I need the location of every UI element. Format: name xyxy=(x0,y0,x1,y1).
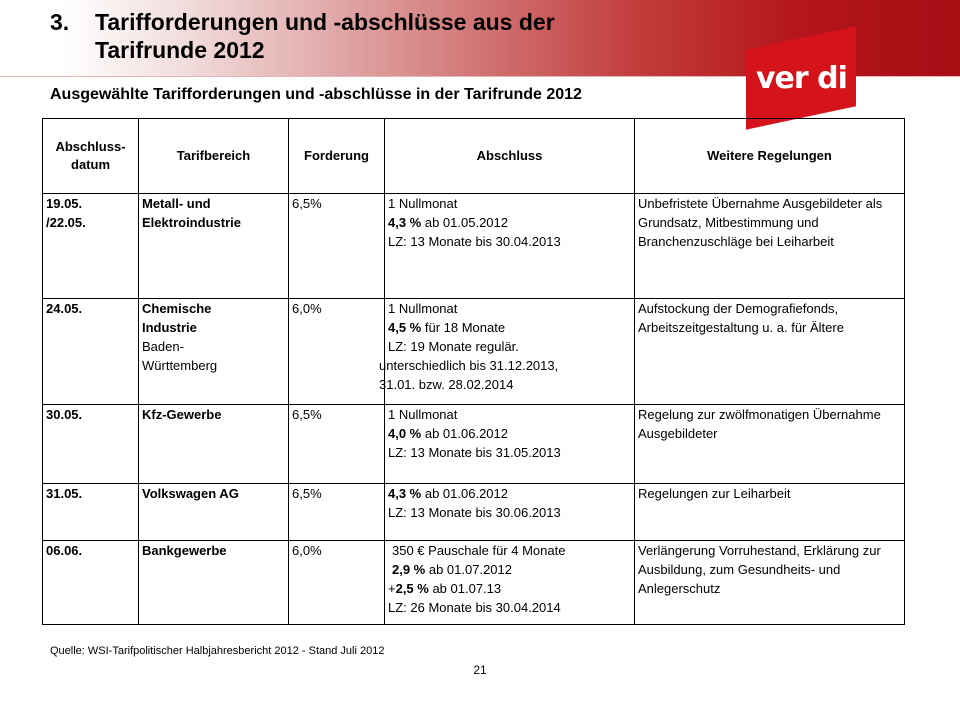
date-line: 30.05. xyxy=(46,407,83,422)
table-row xyxy=(43,299,905,405)
abschluss-line: LZ: 13 Monate bis 31.05.2013 xyxy=(388,445,561,460)
abschluss-line xyxy=(388,424,631,443)
bereich-line: Württemberg xyxy=(142,358,218,373)
table-header-row xyxy=(43,119,905,194)
cell-forderung: 6,5% xyxy=(289,194,385,299)
cell-weitere-regelungen: Unbefristete Übernahme Ausgebildeter als Grundsatz, Mitbestimmung und Branchenzuschläge bei Leiharbeit xyxy=(635,194,905,299)
cell-tarifbereich xyxy=(139,194,289,299)
rate-detail: ab 01.07.13 xyxy=(428,581,502,596)
rate-detail: ab 01.06.2012 xyxy=(421,426,508,441)
page-number: 21 xyxy=(473,663,487,677)
cell-date xyxy=(43,484,139,541)
header-abschlussdatum-line-2: datum xyxy=(71,157,110,172)
bereich-line: Chemische xyxy=(142,301,212,316)
abschluss-line xyxy=(388,579,631,598)
title-line-2: Tarifrunde 2012 xyxy=(95,37,265,63)
abschluss-line xyxy=(392,560,631,579)
table-row xyxy=(43,194,905,299)
date-line: 24.05. xyxy=(46,301,83,316)
cell-tarifbereich xyxy=(139,541,289,625)
abschluss-line: 350 € Pauschale für 4 Monate xyxy=(392,543,566,558)
rate-prefix: + xyxy=(388,581,396,596)
date-line: /22.05. xyxy=(46,215,86,230)
rate-detail: ab 01.06.2012 xyxy=(421,486,508,501)
header-weitere-regelungen: Weitere Regelungen xyxy=(635,119,905,194)
rate-value: 4,3 % xyxy=(388,486,422,501)
date-line: 31.05. xyxy=(46,486,83,501)
header-abschlussdatum-line-1: Abschluss- xyxy=(55,139,126,154)
abschluss-line: 31.01. bzw. 28.02.2014 xyxy=(379,377,514,392)
tariff-table xyxy=(42,118,905,625)
cell-date xyxy=(43,194,139,299)
cell-abschluss xyxy=(385,405,635,484)
cell-forderung: 6,5% xyxy=(289,405,385,484)
abschluss-line: 1 Nullmonat xyxy=(388,196,458,211)
rate-value: 2,5 % xyxy=(395,581,429,596)
cell-tarifbereich xyxy=(139,299,289,405)
rate-value: 4,5 % xyxy=(388,320,422,335)
title-line-1: Tarifforderungen und -abschlüsse aus der xyxy=(95,9,555,35)
date-line: 06.06. xyxy=(46,543,83,558)
cell-forderung: 6,0% xyxy=(289,541,385,625)
cell-tarifbereich xyxy=(139,405,289,484)
header-forderung: Forderung xyxy=(289,119,385,194)
rate-value: 4,0 % xyxy=(388,426,422,441)
cell-weitere-regelungen: Aufstockung der Demografiefonds, Arbeitszeitgestaltung u. a. für Ältere xyxy=(635,299,905,405)
logo-text: ver di xyxy=(755,60,847,96)
rate-detail: ab 01.05.2012 xyxy=(421,215,508,230)
cell-date xyxy=(43,405,139,484)
rate-detail: ab 01.07.2012 xyxy=(425,562,512,577)
bereich-line: Bankgewerbe xyxy=(142,543,227,558)
table-row xyxy=(43,484,905,541)
cell-weitere-regelungen: Regelung zur zwölfmonatigen Übernahme Ausgebildeter xyxy=(635,405,905,484)
abschluss-line xyxy=(388,213,631,232)
cell-weitere-regelungen: Verlängerung Vorruhestand, Erklärung zur Ausbildung, zum Gesundheits- und Anlegerschutz xyxy=(635,541,905,625)
abschluss-line: LZ: 19 Monate regulär. xyxy=(388,339,519,354)
table-subtitle: Ausgewählte Tarifforderungen und -abschlüsse in der Tarifrunde 2012 xyxy=(50,86,582,103)
table-row xyxy=(43,405,905,484)
abschluss-line xyxy=(388,318,631,337)
cell-abschluss xyxy=(385,484,635,541)
bereich-line: Kfz-Gewerbe xyxy=(142,407,222,422)
date-line: 19.05. xyxy=(46,196,83,211)
source-note: Quelle: WSI-Tarifpolitischer Halbjahresbericht 2012 - Stand Juli 2012 xyxy=(50,645,385,657)
cell-forderung: 6,0% xyxy=(289,299,385,405)
cell-tarifbereich xyxy=(139,484,289,541)
rate-value: 2,9 % xyxy=(392,562,426,577)
abschluss-line xyxy=(388,484,631,503)
abschluss-line: 1 Nullmonat xyxy=(388,301,458,316)
abschluss-line: LZ: 13 Monate bis 30.06.2013 xyxy=(388,505,561,520)
cell-date xyxy=(43,299,139,405)
rate-value: 4,3 % xyxy=(388,215,422,230)
abschluss-line: LZ: 13 Monate bis 30.04.2013 xyxy=(388,234,561,249)
cell-weitere-regelungen: Regelungen zur Leiharbeit xyxy=(635,484,905,541)
cell-abschluss xyxy=(379,299,635,405)
bereich-line: Industrie xyxy=(142,320,197,335)
bereich-line: Elektroindustrie xyxy=(142,215,241,230)
bereich-line: Volkswagen AG xyxy=(142,486,239,501)
cell-date xyxy=(43,541,139,625)
header-abschlussdatum xyxy=(43,119,139,194)
rate-detail: für 18 Monate xyxy=(421,320,506,335)
abschluss-line: LZ: 26 Monate bis 30.04.2014 xyxy=(388,600,561,615)
header-tarifbereich: Tarifbereich xyxy=(139,119,289,194)
bereich-line: Metall- und xyxy=(142,196,211,211)
cell-abschluss xyxy=(385,541,635,625)
cell-forderung: 6,5% xyxy=(289,484,385,541)
title-number: 3. xyxy=(50,9,70,35)
cell-abschluss xyxy=(385,194,635,299)
header-abschluss: Abschluss xyxy=(385,119,635,194)
table-row xyxy=(43,541,905,625)
bereich-line: Baden- xyxy=(142,339,184,354)
abschluss-line: unterschiedlich bis 31.12.2013, xyxy=(379,358,559,373)
abschluss-line: 1 Nullmonat xyxy=(388,407,458,422)
